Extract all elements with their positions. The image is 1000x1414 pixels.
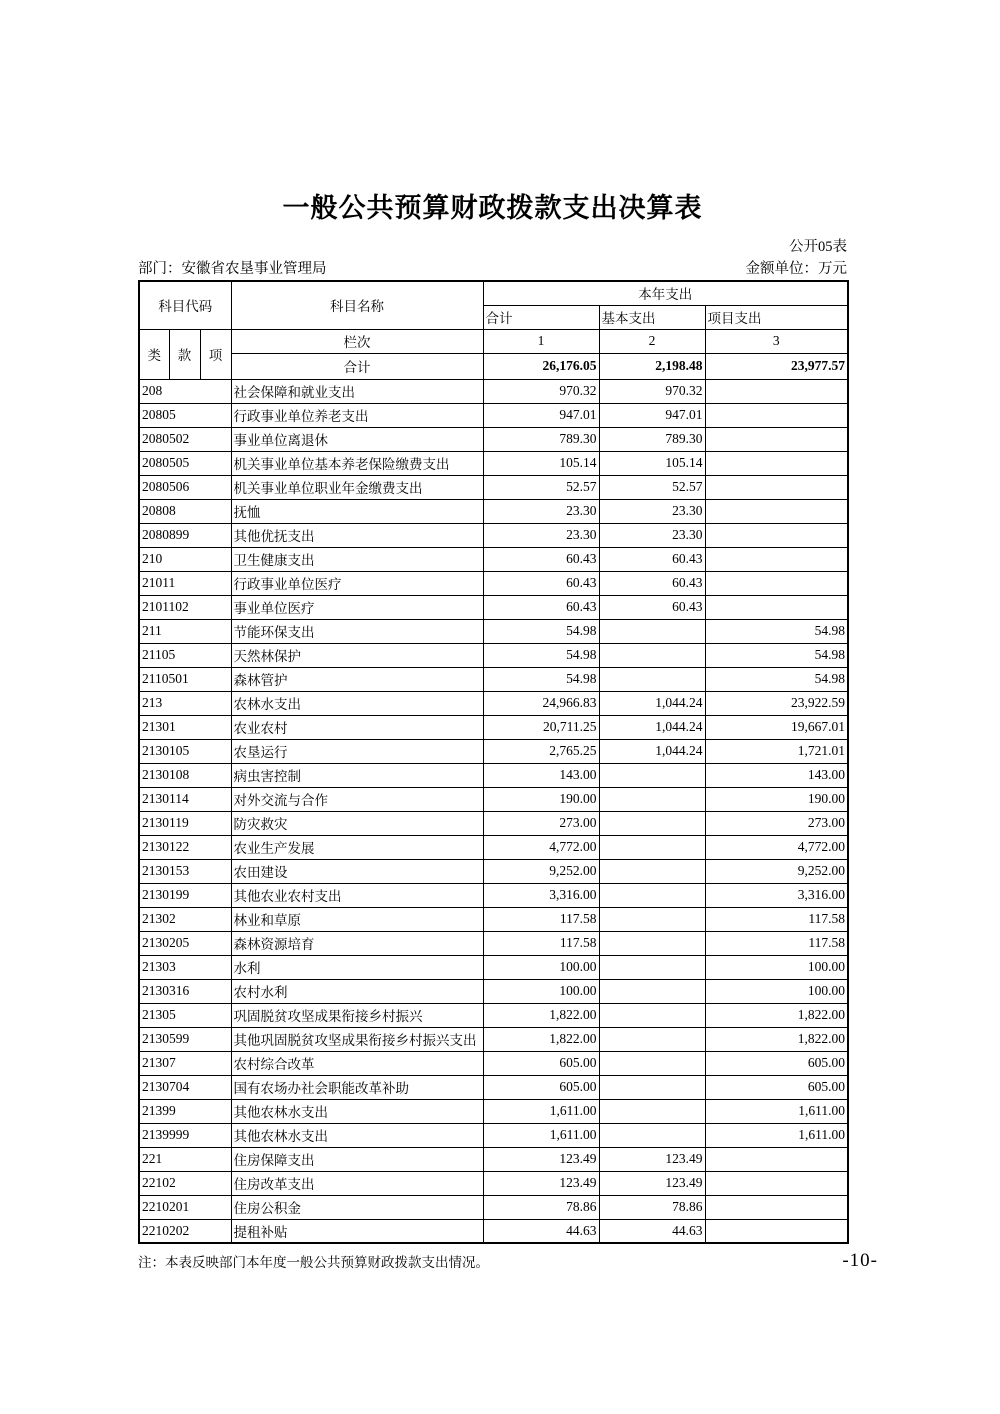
total-amount-cell: 143.00 [483,763,599,787]
project-amount-cell [705,379,848,403]
basic-amount-cell [599,667,705,691]
header-project-expense: 项目支出 [705,305,848,329]
subject-name-cell: 森林管护 [231,667,483,691]
meta-row [138,257,847,278]
table-row [139,1075,848,1099]
table-row [139,955,848,979]
table-row [139,571,848,595]
basic-amount-cell: 123.49 [599,1171,705,1195]
basic-amount-cell [599,787,705,811]
table-row [139,931,848,955]
total-amount-cell: 605.00 [483,1051,599,1075]
subject-name-cell: 林业和草原 [231,907,483,931]
subject-name-cell: 农垦运行 [231,739,483,763]
table-row [139,691,848,715]
total-amount-cell: 4,772.00 [483,835,599,859]
project-amount-cell: 19,667.01 [705,715,848,739]
total-amount-cell: 605.00 [483,1075,599,1099]
totals-label: 合计 [231,353,483,379]
subject-name-cell: 巩固脱贫攻坚成果衔接乡村振兴 [231,1003,483,1027]
total-amount-cell: 123.49 [483,1171,599,1195]
subject-name-cell: 抚恤 [231,499,483,523]
subject-name-cell: 对外交流与合作 [231,787,483,811]
subject-name-cell: 农业农村 [231,715,483,739]
subject-name-cell: 防灾救灾 [231,811,483,835]
table-row [139,667,848,691]
project-amount-cell [705,403,848,427]
table-row [139,523,848,547]
basic-amount-cell [599,619,705,643]
subject-name-cell: 病虫害控制 [231,763,483,787]
header-section: 款 [169,329,200,379]
subject-code-cell: 21399 [139,1099,231,1123]
subject-name-cell: 卫生健康支出 [231,547,483,571]
total-amount-cell: 54.98 [483,643,599,667]
subject-name-cell: 行政事业单位医疗 [231,571,483,595]
total-amount-cell: 54.98 [483,619,599,643]
subject-code-cell: 20805 [139,403,231,427]
subject-code-cell: 21307 [139,1051,231,1075]
header-category: 类 [139,329,169,379]
total-amount-cell: 52.57 [483,475,599,499]
project-amount-cell: 23,922.59 [705,691,848,715]
table-row [139,643,848,667]
subject-code-cell: 21105 [139,643,231,667]
total-amount-cell: 24,966.83 [483,691,599,715]
total-amount-cell: 1,611.00 [483,1099,599,1123]
total-amount-cell: 54.98 [483,667,599,691]
total-amount-cell: 78.86 [483,1195,599,1219]
subject-code-cell: 22102 [139,1171,231,1195]
project-amount-cell [705,475,848,499]
subject-code-cell: 2130122 [139,835,231,859]
table-row [139,499,848,523]
table-row [139,811,848,835]
unit-label: 金额单位：万元 [745,261,847,277]
table-row [139,883,848,907]
table-row [139,427,848,451]
basic-amount-cell: 60.43 [599,595,705,619]
header-row-1 [139,281,848,305]
total-amount-cell: 60.43 [483,595,599,619]
project-amount-cell: 1,721.01 [705,739,848,763]
subject-name-cell: 水利 [231,955,483,979]
total-amount-cell: 100.00 [483,955,599,979]
subject-name-cell: 节能环保支出 [231,619,483,643]
table-row [139,547,848,571]
subject-name-cell: 天然林保护 [231,643,483,667]
total-amount-cell: 2,765.25 [483,739,599,763]
header-basic-expense: 基本支出 [599,305,705,329]
document-content [138,186,847,1271]
header-col3: 3 [705,329,848,353]
basic-amount-cell: 970.32 [599,379,705,403]
table-row [139,1123,848,1147]
subject-code-cell: 21011 [139,571,231,595]
subject-code-cell: 2080502 [139,427,231,451]
subject-name-cell: 农田建设 [231,859,483,883]
subject-name-cell: 其他农林水支出 [231,1099,483,1123]
header-col2: 2 [599,329,705,353]
subject-code-cell: 2080505 [139,451,231,475]
subject-code-cell: 2080506 [139,475,231,499]
project-amount-cell [705,523,848,547]
header-col1: 1 [483,329,599,353]
page-title: 一般公共预算财政拨款支出决算表 [282,193,703,223]
basic-amount-cell [599,1003,705,1027]
subject-code-cell: 2110501 [139,667,231,691]
table-header [139,281,848,379]
total-amount-cell: 1,822.00 [483,1027,599,1051]
subject-code-cell: 2101102 [139,595,231,619]
basic-amount-cell [599,1027,705,1051]
basic-amount-cell: 105.14 [599,451,705,475]
subject-code-cell: 2139999 [139,1123,231,1147]
basic-amount-cell [599,883,705,907]
project-amount-cell: 117.58 [705,907,848,931]
totals-project: 23,977.57 [705,353,848,379]
subject-name-cell: 其他巩固脱贫攻坚成果衔接乡村振兴支出 [231,1027,483,1051]
subject-code-cell: 2130108 [139,763,231,787]
basic-amount-cell [599,955,705,979]
subject-name-cell: 社会保障和就业支出 [231,379,483,403]
subject-name-cell: 农村水利 [231,979,483,1003]
project-amount-cell: 273.00 [705,811,848,835]
table-row [139,739,848,763]
subject-name-cell: 机关事业单位职业年金缴费支出 [231,475,483,499]
project-amount-cell: 4,772.00 [705,835,848,859]
basic-amount-cell [599,979,705,1003]
subject-name-cell: 其他农林水支出 [231,1123,483,1147]
project-amount-cell: 54.98 [705,619,848,643]
subject-code-cell: 2130199 [139,883,231,907]
total-amount-cell: 117.58 [483,907,599,931]
subject-name-cell: 农业生产发展 [231,835,483,859]
table-row [139,1147,848,1171]
project-amount-cell: 1,822.00 [705,1003,848,1027]
subject-code-cell: 2130704 [139,1075,231,1099]
subject-code-cell: 2210202 [139,1219,231,1243]
subject-code-cell: 21302 [139,907,231,931]
subject-code-cell: 21305 [139,1003,231,1027]
project-amount-cell: 117.58 [705,931,848,955]
table-row [139,451,848,475]
table-row [139,787,848,811]
department-label: 部门：安徽省农垦事业管理局 [138,261,327,277]
project-amount-cell [705,571,848,595]
subject-code-cell: 213 [139,691,231,715]
subject-name-cell: 行政事业单位养老支出 [231,403,483,427]
table-row [139,1099,848,1123]
total-amount-cell: 190.00 [483,787,599,811]
expenditure-table [138,280,849,1244]
basic-amount-cell [599,859,705,883]
total-amount-cell: 117.58 [483,931,599,955]
basic-amount-cell [599,763,705,787]
table-row [139,1195,848,1219]
project-amount-cell [705,499,848,523]
basic-amount-cell: 123.49 [599,1147,705,1171]
project-amount-cell: 1,822.00 [705,1027,848,1051]
total-amount-cell: 105.14 [483,451,599,475]
basic-amount-cell: 78.86 [599,1195,705,1219]
publish-table-label: 公开05表 [789,239,847,255]
table-note: 注：本表反映部门本年度一般公共预算财政拨款支出情况。 [138,1255,489,1270]
totals-row [139,353,848,379]
table-row [139,619,848,643]
table-row [139,475,848,499]
page-number: -10- [842,1250,878,1271]
table-row [139,403,848,427]
table-row [139,859,848,883]
table-row [139,907,848,931]
basic-amount-cell [599,811,705,835]
project-amount-cell: 100.00 [705,955,848,979]
project-amount-cell: 605.00 [705,1075,848,1099]
table-row [139,715,848,739]
basic-amount-cell [599,643,705,667]
basic-amount-cell [599,931,705,955]
basic-amount-cell: 44.63 [599,1219,705,1243]
project-amount-cell [705,547,848,571]
total-amount-cell: 123.49 [483,1147,599,1171]
subject-code-cell: 2130316 [139,979,231,1003]
project-amount-cell [705,595,848,619]
subject-code-cell: 2130153 [139,859,231,883]
subject-name-cell: 国有农场办社会职能改革补助 [231,1075,483,1099]
table-row [139,1003,848,1027]
subject-code-cell: 210 [139,547,231,571]
total-amount-cell: 947.01 [483,403,599,427]
project-amount-cell [705,1195,848,1219]
subject-name-cell: 机关事业单位基本养老保险缴费支出 [231,451,483,475]
subject-name-cell: 住房保障支出 [231,1147,483,1171]
basic-amount-cell: 60.43 [599,547,705,571]
total-amount-cell: 789.30 [483,427,599,451]
project-amount-cell: 54.98 [705,667,848,691]
table-row [139,979,848,1003]
project-amount-cell [705,451,848,475]
basic-amount-cell: 1,044.24 [599,739,705,763]
project-amount-cell [705,427,848,451]
project-amount-cell: 190.00 [705,787,848,811]
total-amount-cell: 23.30 [483,523,599,547]
project-amount-cell [705,1147,848,1171]
basic-amount-cell: 23.30 [599,523,705,547]
total-amount-cell: 970.32 [483,379,599,403]
table-row [139,595,848,619]
total-amount-cell: 20,711.25 [483,715,599,739]
subject-code-cell: 21301 [139,715,231,739]
total-amount-cell: 60.43 [483,571,599,595]
subject-name-cell: 事业单位医疗 [231,595,483,619]
basic-amount-cell: 52.57 [599,475,705,499]
project-amount-cell: 3,316.00 [705,883,848,907]
project-amount-cell: 100.00 [705,979,848,1003]
table-row [139,1219,848,1243]
basic-amount-cell [599,1051,705,1075]
total-amount-cell: 1,822.00 [483,1003,599,1027]
basic-amount-cell [599,1123,705,1147]
basic-amount-cell: 23.30 [599,499,705,523]
basic-amount-cell: 60.43 [599,571,705,595]
subject-code-cell: 2130119 [139,811,231,835]
subject-code-cell: 221 [139,1147,231,1171]
total-amount-cell: 273.00 [483,811,599,835]
subject-name-cell: 住房公积金 [231,1195,483,1219]
basic-amount-cell: 1,044.24 [599,715,705,739]
total-amount-cell: 9,252.00 [483,859,599,883]
subject-code-cell: 208 [139,379,231,403]
subject-code-cell: 20808 [139,499,231,523]
subject-name-cell: 其他优抚支出 [231,523,483,547]
header-column-index-label: 栏次 [231,329,483,353]
subject-name-cell: 提租补贴 [231,1219,483,1243]
table-row [139,835,848,859]
basic-amount-cell [599,1075,705,1099]
subject-name-cell: 住房改革支出 [231,1171,483,1195]
total-amount-cell: 23.30 [483,499,599,523]
basic-amount-cell: 947.01 [599,403,705,427]
basic-amount-cell [599,1099,705,1123]
project-amount-cell: 9,252.00 [705,859,848,883]
basic-amount-cell [599,907,705,931]
project-amount-cell: 143.00 [705,763,848,787]
table-row [139,763,848,787]
totals-basic: 2,198.48 [599,353,705,379]
table-body [139,379,848,1243]
total-amount-cell: 3,316.00 [483,883,599,907]
total-amount-cell: 60.43 [483,547,599,571]
subject-code-cell: 2210201 [139,1195,231,1219]
table-row [139,1051,848,1075]
subject-code-cell: 2130114 [139,787,231,811]
subject-code-cell: 2080899 [139,523,231,547]
total-amount-cell: 100.00 [483,979,599,1003]
project-amount-cell [705,1219,848,1243]
project-amount-cell: 1,611.00 [705,1123,848,1147]
basic-amount-cell: 789.30 [599,427,705,451]
header-total: 合计 [483,305,599,329]
header-subject-code: 科目代码 [139,281,231,329]
basic-amount-cell: 1,044.24 [599,691,705,715]
subject-name-cell: 森林资源培育 [231,931,483,955]
total-amount-cell: 44.63 [483,1219,599,1243]
subject-code-cell: 21303 [139,955,231,979]
subject-code-cell: 211 [139,619,231,643]
subject-name-cell: 农林水支出 [231,691,483,715]
subject-code-cell: 2130105 [139,739,231,763]
table-row [139,1027,848,1051]
subject-name-cell: 事业单位离退休 [231,427,483,451]
subject-code-cell: 2130599 [139,1027,231,1051]
project-amount-cell [705,1171,848,1195]
subject-code-cell: 2130205 [139,931,231,955]
header-row-3 [139,329,848,353]
subject-name-cell: 农村综合改革 [231,1051,483,1075]
totals-total: 26,176.05 [483,353,599,379]
header-item: 项 [200,329,231,379]
project-amount-cell: 605.00 [705,1051,848,1075]
subject-name-cell: 其他农业农村支出 [231,883,483,907]
table-row [139,379,848,403]
header-current-year-expense: 本年支出 [483,281,848,305]
basic-amount-cell [599,835,705,859]
project-amount-cell: 54.98 [705,643,848,667]
project-amount-cell: 1,611.00 [705,1099,848,1123]
table-row [139,1171,848,1195]
total-amount-cell: 1,611.00 [483,1123,599,1147]
header-subject-name: 科目名称 [231,281,483,329]
